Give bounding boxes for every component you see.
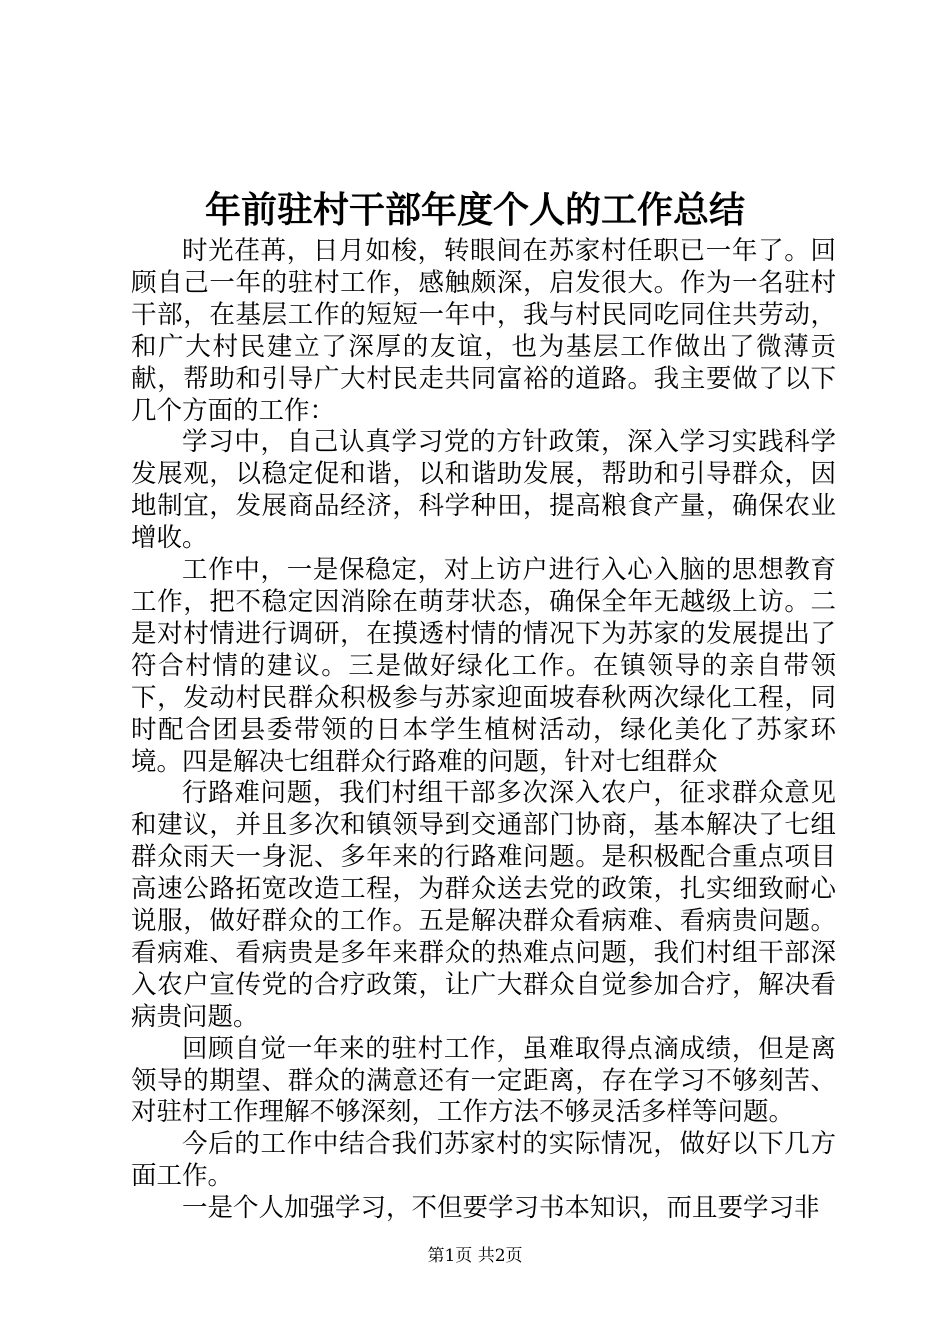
page-footer: 第1页 共2页 — [427, 1246, 523, 1266]
paragraph: 时光荏苒，日月如梭，转眼间在苏家村任职已一年了。回顾自己一年的驻村工作，感触颇深，启发很大。作为一名驻村干部，在基层工作的短短一年中，我与村民同吃同住共劳动，和广大村民建立了深厚的友谊，也为基层工作做出了微薄贡献，帮助和引导广大村民走共同富裕的道路。我主要做了以下几个方面的工作： — [131, 236, 836, 426]
paragraph: 回顾自觉一年来的驻村工作，虽难取得点滴成绩，但是离领导的期望、群众的满意还有一定距离，存在学习不够刻苦、对驻村工作理解不够深刻，工作方法不够灵活多样等问题。 — [131, 1033, 836, 1128]
paragraph: 一是个人加强学习，不但要学习书本知识，而且要学习非 — [182, 1193, 820, 1224]
paragraph: 今后的工作中结合我们苏家村的实际情况，做好以下几方面工作。 — [131, 1129, 836, 1192]
paragraph: 工作中，一是保稳定，对上访户进行入心入脑的思想教育工作，把不稳定因消除在萌芽状态，确保全年无越级上访。二是对村情进行调研，在摸透村情的情况下为苏家的发展提出了符合村情的建议。三是做好绿化工作。在镇领导的亲自带领下，发动村民群众积极参与苏家迎面坡春秋两次绿化工程，同时配合团县委带领的日本学生植树活动，绿化美化了苏家环境。四是解决七组群众行路难的问题，针对七组群众 — [131, 555, 836, 777]
paragraph: 行路难问题，我们村组干部多次深入农户，征求群众意见和建议，并且多次和镇领导到交通部门协商，基本解决了七组群众雨天一身泥、多年来的行路难问题。是积极配合重点项目高速公路拓宽改造工程，为群众送去党的政策，扎实细致耐心说服，做好群众的工作。五是解决群众看病难、看病贵问题。看病难、看病贵是多年来群众的热难点问题，我们村组干部深入农户宣传党的合疗政策，让广大群众自觉参加合疗，解决看病贵问题。 — [131, 778, 836, 1032]
document-title: 年前驻村干部年度个人的工作总结 — [204, 189, 745, 231]
document-body — [131, 236, 836, 1225]
paragraph: 学习中，自己认真学习党的方针政策，深入学习实践科学发展观，以稳定促和谐，以和谐助发展，帮助和引导群众，因地制宜，发展商品经济，科学种田，提高粮食产量，确保农业增收。 — [131, 427, 836, 554]
